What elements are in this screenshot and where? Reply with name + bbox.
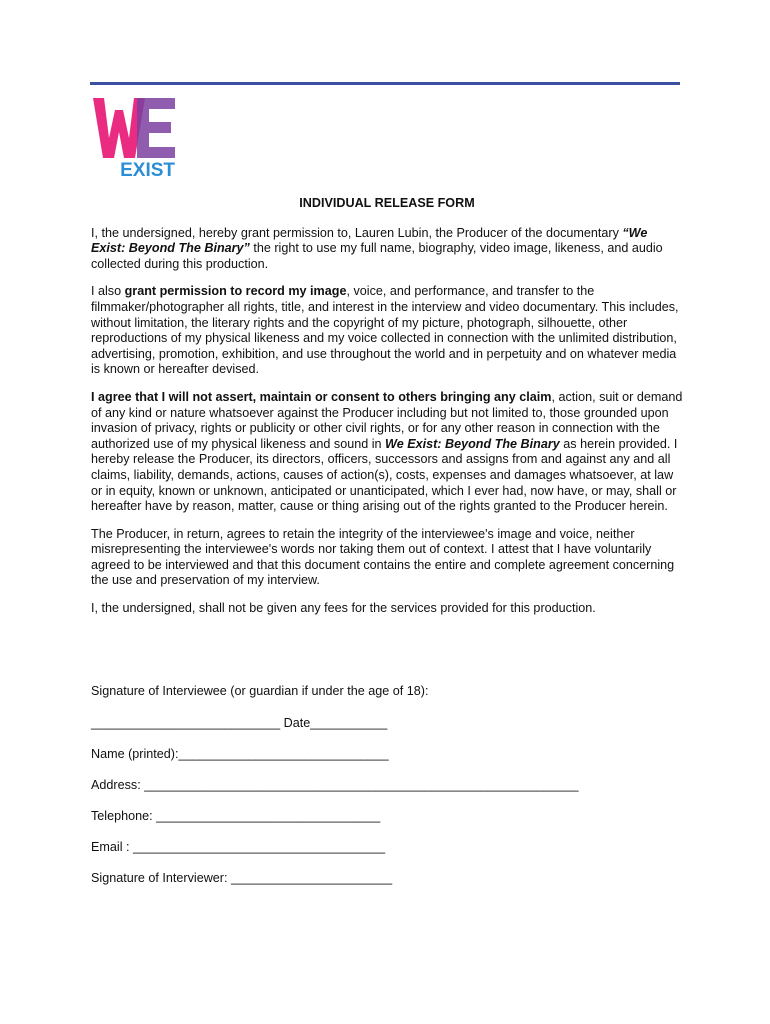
p2-text-c: , voice, and performance, and transfer to the filmmaker/photographer all rights, title, and interest in the interview and video documentary. This includes, without limitation, the literary rights and the copyright of my picture, photograph, silhouette, other reproductions of my physical likeness and my voice collected in connection with the unlimited distribution, advertising, promotion, exhibition, and use throughout the world and in perpetuity and on whatever media is known or hereafter devised.	[91, 284, 679, 377]
p1-text-a: I, the undersigned, hereby grant permission to, Lauren Lubin, the Producer of the documentary	[91, 225, 623, 240]
p3-text-d: as herein provided. I hereby release the Producer, its directors, officers, successors and assigns from and against any and all claims, liability, demands, actions, causes of action(s), costs, expenses and damages whatsoever, at law or in equity, known or unknown, anticipated or unanticipated, which I ever had, now have, or may, shall or hereafter have by reason, matter, cause or thing arising out of the rights granted to the Producer herein.	[91, 436, 678, 514]
name-printed-field[interactable]: Name (printed):______________________________	[91, 747, 389, 761]
form-title: INDIVIDUAL RELEASE FORM	[299, 196, 475, 210]
email-field[interactable]: Email : ____________________________________	[91, 840, 386, 854]
p3-text-b: , action, suit or demand of any kind or nature whatsoever against the Producer including but not limited to, those grounded upon invasion of privacy, rights or publicity or other civil rights, or for any other reason in connection with the authorized use of my physical likeness and sound in	[91, 389, 683, 451]
we-exist-logo	[93, 96, 177, 178]
paragraph-integrity: The Producer, in return, agrees to retain the integrity of the interviewee's image and voice, neither misrepresenting the interviewee's words nor taking them out of context. I attest that I have voluntarily agreed to be interviewed and that this document contains the entire and complete agreement concerning the use and preservation of my interview.	[91, 526, 675, 588]
paragraph-claims	[91, 390, 683, 515]
p2-text-a: I also	[91, 284, 125, 299]
paragraph-fees: I, the undersigned, shall not be given any fees for the services provided for this production.	[91, 601, 596, 616]
paragraph-record-permission	[91, 284, 683, 378]
address-field[interactable]: Address: ______________________________________________________________	[91, 778, 579, 792]
form-body	[91, 196, 683, 629]
logo-exist-text: EXIST	[120, 160, 175, 178]
p2-bold: grant permission to record my image	[124, 284, 347, 299]
p3-film-title: We Exist: Beyond The Binary	[385, 436, 560, 451]
paragraph-grant	[91, 226, 683, 273]
p3-bold: I agree that I will not assert, maintain or consent to others bringing any claim	[91, 389, 552, 404]
p1-text-c: the right to use my full name, biography, video image, likeness, and audio collected during this production.	[91, 241, 663, 271]
interviewer-signature-field[interactable]: Signature of Interviewer: _______________________	[91, 871, 393, 885]
signature-date-line[interactable]: ___________________________ Date___________	[91, 716, 388, 730]
signature-label: Signature of Interviewee (or guardian if under the age of 18):	[91, 684, 429, 698]
header-rule	[90, 82, 680, 85]
telephone-field[interactable]: Telephone: ________________________________	[91, 809, 381, 823]
film-title: “We Exist: Beyond The Binary”	[91, 225, 648, 256]
